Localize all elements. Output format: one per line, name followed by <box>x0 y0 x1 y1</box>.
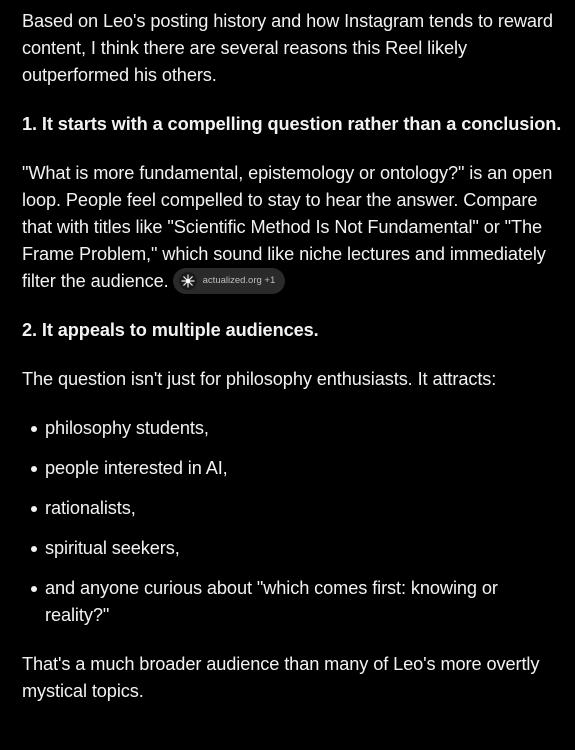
actualized-logo-icon <box>179 272 197 290</box>
section-1-body-text: "What is more fundamental, epistemology or ontology?" is an open loop. People feel compelled to stay to hear the answer. Compare that with titles like "Scientific Method Is Not Fundamental" or "The Frame Problem," which sound like niche lectures and immediately filter the audience. <box>22 163 553 291</box>
bullet-dot <box>31 506 37 512</box>
audience-list <box>22 415 562 629</box>
list-item <box>22 455 562 482</box>
list-item-text: philosophy students, <box>45 418 209 439</box>
citation-chip[interactable] <box>173 268 286 294</box>
list-item-text: and anyone curious about "which comes first: knowing or reality?" <box>45 578 498 626</box>
chat-response <box>22 8 562 727</box>
bullet-dot <box>31 546 37 552</box>
section-1-body <box>22 160 562 295</box>
list-item <box>22 575 562 629</box>
intro-paragraph: Based on Leo's posting history and how Instagram tends to reward content, I think there are several reasons this Reel likely outperformed his others. <box>22 11 553 85</box>
section-2-heading: 2. It appeals to multiple audiences. <box>22 320 319 341</box>
list-item <box>22 495 562 522</box>
closing-paragraph: That's a much broader audience than many of Leo's more overtly mystical topics. <box>22 654 540 702</box>
list-item-text: spiritual seekers, <box>45 538 180 559</box>
list-item <box>22 535 562 562</box>
bullet-dot <box>31 586 37 592</box>
citation-label: actualized.org +1 <box>202 275 276 287</box>
section-2-lead: The question isn't just for philosophy enthusiasts. It attracts: <box>22 369 497 390</box>
bullet-dot <box>31 426 37 432</box>
list-item-text: people interested in AI, <box>45 458 228 479</box>
section-1-heading: 1. It starts with a compelling question rather than a conclusion. <box>22 114 562 134</box>
list-item <box>22 415 562 442</box>
bullet-dot <box>31 466 37 472</box>
list-item-text: rationalists, <box>45 498 136 519</box>
